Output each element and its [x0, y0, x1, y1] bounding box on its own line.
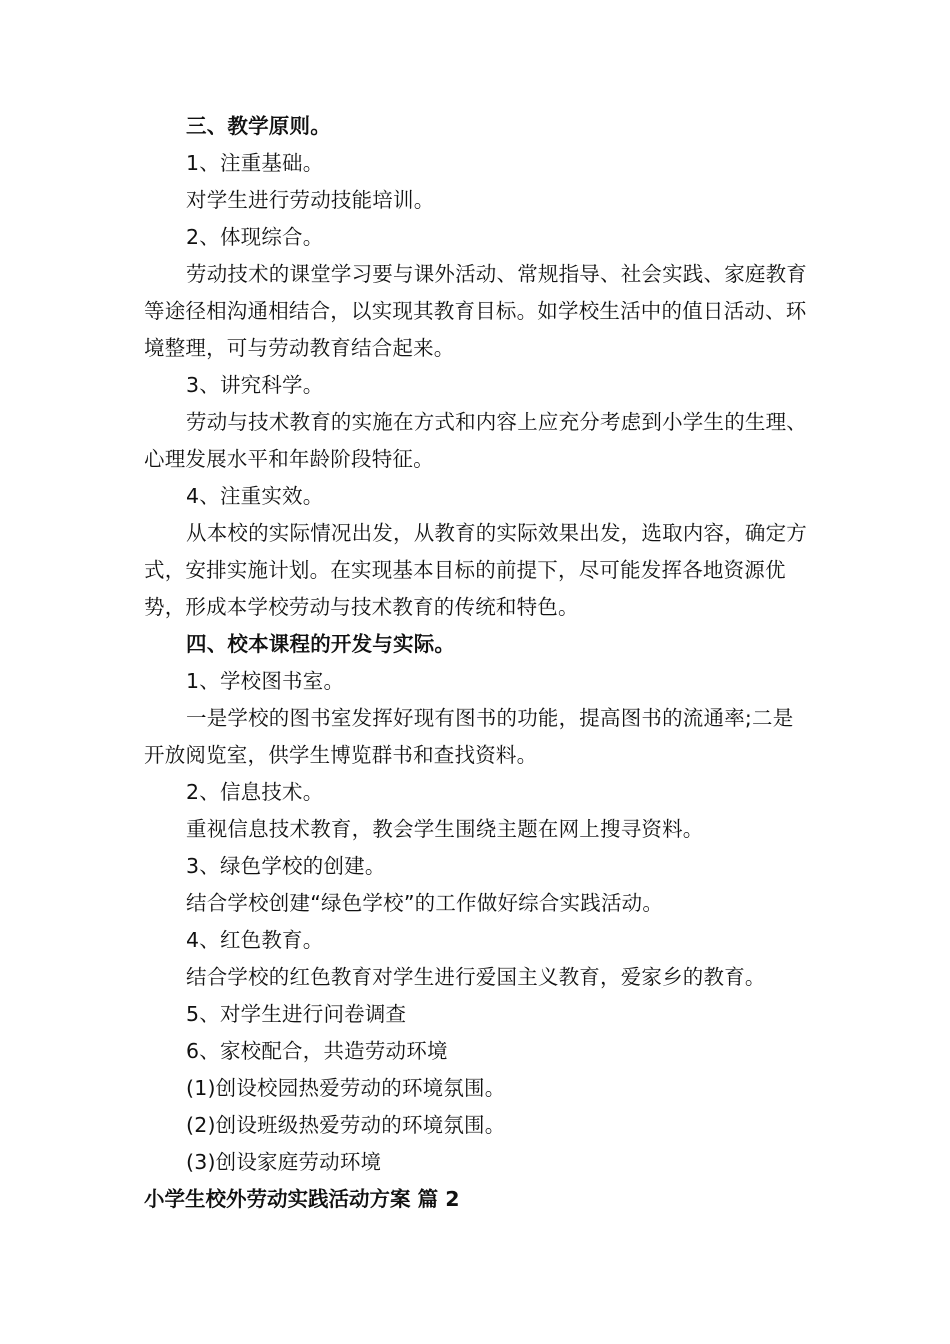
subitem-1: (1)创设校园热爱劳动的环境氛围。	[186, 1076, 506, 1100]
subitem-3: (3)创设家庭劳动环境	[186, 1150, 382, 1174]
curriculum-2-title: 2、信息技术。	[186, 780, 324, 804]
curriculum-3-title: 3、绿色学校的创建。	[186, 854, 386, 878]
curriculum-2-body: 重视信息技术教育，教会学生围绕主题在网上搜寻资料。	[186, 817, 704, 841]
curriculum-4-title: 4、红色教育。	[186, 928, 324, 952]
curriculum-6-title: 6、家校配合，共造劳动环境	[186, 1039, 448, 1063]
principle-3-body: 劳动与技术教育的实施在方式和内容上应充分考虑到小学生的生理、心理发展水平和年龄阶段特征。	[144, 410, 807, 471]
subitem-2: (2)创设班级热爱劳动的环境氛围。	[186, 1113, 506, 1137]
principle-1-body: 对学生进行劳动技能培训。	[186, 188, 435, 212]
curriculum-1-title: 1、学校图书室。	[186, 669, 345, 693]
next-document-title: 小学生校外劳动实践活动方案 篇 2	[144, 1187, 460, 1211]
section-heading-principles: 三、教学原则。	[186, 114, 331, 138]
section-heading-curriculum: 四、校本课程的开发与实际。	[186, 632, 456, 656]
principle-2-body: 劳动技术的课堂学习要与课外活动、常规指导、社会实践、家庭教育等途径相沟通相结合，以实现其教育目标。如学校生活中的值日活动、环境整理，可与劳动教育结合起来。	[144, 262, 807, 360]
principle-3-title: 3、讲究科学。	[186, 373, 324, 397]
curriculum-3-body: 结合学校创建“绿色学校”的工作做好综合实践活动。	[186, 891, 664, 915]
curriculum-4-body: 结合学校的红色教育对学生进行爱国主义教育，爱家乡的教育。	[186, 965, 766, 989]
principle-2-title: 2、体现综合。	[186, 225, 324, 249]
principle-1-title: 1、注重基础。	[186, 151, 324, 175]
curriculum-5-title: 5、对学生进行问卷调查	[186, 1002, 407, 1026]
principle-4-body: 从本校的实际情况出发，从教育的实际效果出发，选取内容，确定方式，安排实施计划。在实现基本目标的前提下，尽可能发挥各地资源优势，形成本学校劳动与技术教育的传统和特色。	[144, 521, 807, 619]
document-body	[144, 108, 809, 1218]
principle-4-title: 4、注重实效。	[186, 484, 324, 508]
curriculum-1-body: 一是学校的图书室发挥好现有图书的功能，提高图书的流通率;二是开放阅览室，供学生博览群书和查找资料。	[144, 706, 794, 767]
